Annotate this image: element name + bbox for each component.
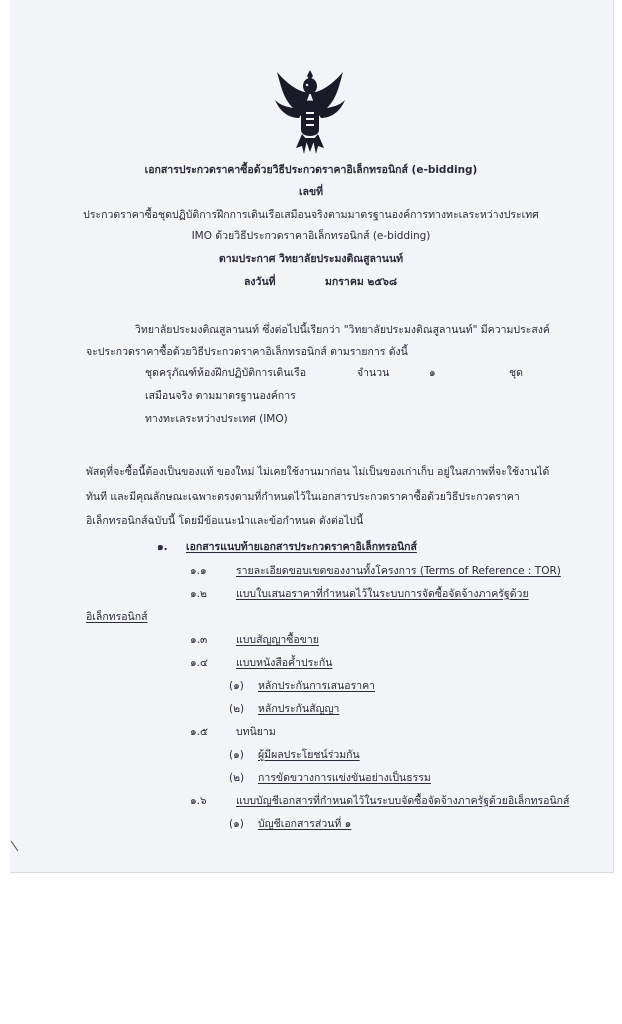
item-1-5-sub-1-number: (๑) xyxy=(229,749,244,761)
item-qty-label: จำนวน xyxy=(357,367,390,379)
item-1-1-text: รายละเอียดขอบเขตของงานทั้งโครงการ (Terms of Reference : TOR) xyxy=(236,565,561,577)
item-1-4-sub-1-text: หลักประกันการเสนอราคา xyxy=(258,680,376,692)
item-1-6-sub-1-number: (๑) xyxy=(229,818,244,830)
section-1-title: เอกสารแนบท้ายเอกสารประกวดราคาอิเล็กทรอนิกส์ xyxy=(186,541,417,553)
body-line-3: อิเล็กทรอนิกส์ฉบับนี้ โดยมีข้อแนะนำและข้อกำหนด ดังต่อไปนี้ xyxy=(86,515,364,527)
subject-line-2: IMO ด้วยวิธีประกวดราคาอิเล็กทรอนิกส์ (e-bidding) xyxy=(191,230,431,242)
item-1-3-text: แบบสัญญาซื้อขาย xyxy=(236,634,319,646)
item-name-line-2: เสมือนจริง ตามมาตรฐานองค์การ xyxy=(145,390,296,402)
item-1-5-sub-1-text: ผู้มีผลประโยชน์ร่วมกัน xyxy=(258,749,360,761)
doc-title: เอกสารประกวดราคาซื้อด้วยวิธีประกวดราคาอิเล็กทรอนิกส์ (e-bidding) xyxy=(144,164,478,176)
item-1-4-text: แบบหนังสือค้ำประกัน xyxy=(236,657,333,669)
item-unit: ชุด xyxy=(509,367,523,379)
item-1-6-sub-1-text: บัญชีเอกสารส่วนที่ ๑ xyxy=(258,818,352,830)
date-label: ลงวันที่ xyxy=(244,276,276,288)
item-1-1-number: ๑.๑ xyxy=(190,565,207,577)
intro-line-1: วิทยาลัยประมงติณสูลานนท์ ซึ่งต่อไปนี้เรียกว่า "วิทยาลัยประมงติณสูลานนท์" มีความประสงค์ xyxy=(135,324,550,336)
item-1-4-number: ๑.๔ xyxy=(190,657,208,669)
item-1-5-sub-2-number: (๒) xyxy=(229,772,245,784)
doc-number-label: เลขที่ xyxy=(298,186,324,198)
subject-line-1: ประกวดราคาซื้อชุดปฏิบัติการฝึกการเดินเรือเสมือนจริงตามมาตรฐานองค์การทางทะเลระหว่างประเทศ xyxy=(83,209,539,221)
body-line-2: ทันที และมีคุณลักษณะเฉพาะตรงตามที่กำหนดไว้ในเอกสารประกวดราคาซื้อด้วยวิธีประกวดราคา xyxy=(86,491,520,503)
item-name-line-3: ทางทะเลระหว่างประเทศ (IMO) xyxy=(145,413,288,425)
item-1-2-text: แบบใบเสนอราคาที่กำหนดไว้ในระบบการจัดซื้อจัดจ้างภาครัฐด้วย xyxy=(236,588,529,600)
item-1-2-number: ๑.๒ xyxy=(190,588,207,600)
body-line-1: พัสดุที่จะซื้อนี้ต้องเป็นของแท้ ของใหม่ ไม่เคยใช้งานมาก่อน ไม่เป็นของเก่าเก็บ อยู่ในสภาพที่จะใช้งานได้ xyxy=(86,466,550,478)
item-1-6-number: ๑.๖ xyxy=(190,795,207,807)
item-1-5-sub-2-text: การขัดขวางการแข่งขันอย่างเป็นธรรม xyxy=(258,772,431,784)
item-1-5-text: บทนิยาม xyxy=(236,726,276,738)
item-1-5-number: ๑.๕ xyxy=(190,726,208,738)
garuda-emblem-icon xyxy=(275,68,345,156)
item-1-3-number: ๑.๓ xyxy=(190,634,208,646)
announcement-line: ตามประกาศ วิทยาลัยประมงติณสูลานนท์ xyxy=(218,253,404,265)
section-1-number: ๑. xyxy=(157,541,168,553)
date-value: มกราคม ๒๕๖๘ xyxy=(325,276,398,288)
intro-line-2: จะประกวดราคาซื้อด้วยวิธีประกวดราคาอิเล็กทรอนิกส์ ตามรายการ ดังนี้ xyxy=(86,346,408,358)
item-1-4-sub-1-number: (๑) xyxy=(229,680,244,692)
item-1-6-text: แบบบัญชีเอกสารที่กำหนดไว้ในระบบจัดซื้อจัดจ้างภาครัฐด้วยอิเล็กทรอนิกส์ xyxy=(236,795,570,807)
item-1-2-text-cont: อิเล็กทรอนิกส์ xyxy=(86,611,148,623)
item-1-4-sub-2-number: (๒) xyxy=(229,703,245,715)
item-1-4-sub-2-text: หลักประกันสัญญา xyxy=(258,703,340,715)
item-name-line-1: ชุดครุภัณฑ์ห้องฝึกปฏิบัติการเดินเรือ xyxy=(145,367,307,379)
item-qty-value: ๑ xyxy=(429,367,436,379)
